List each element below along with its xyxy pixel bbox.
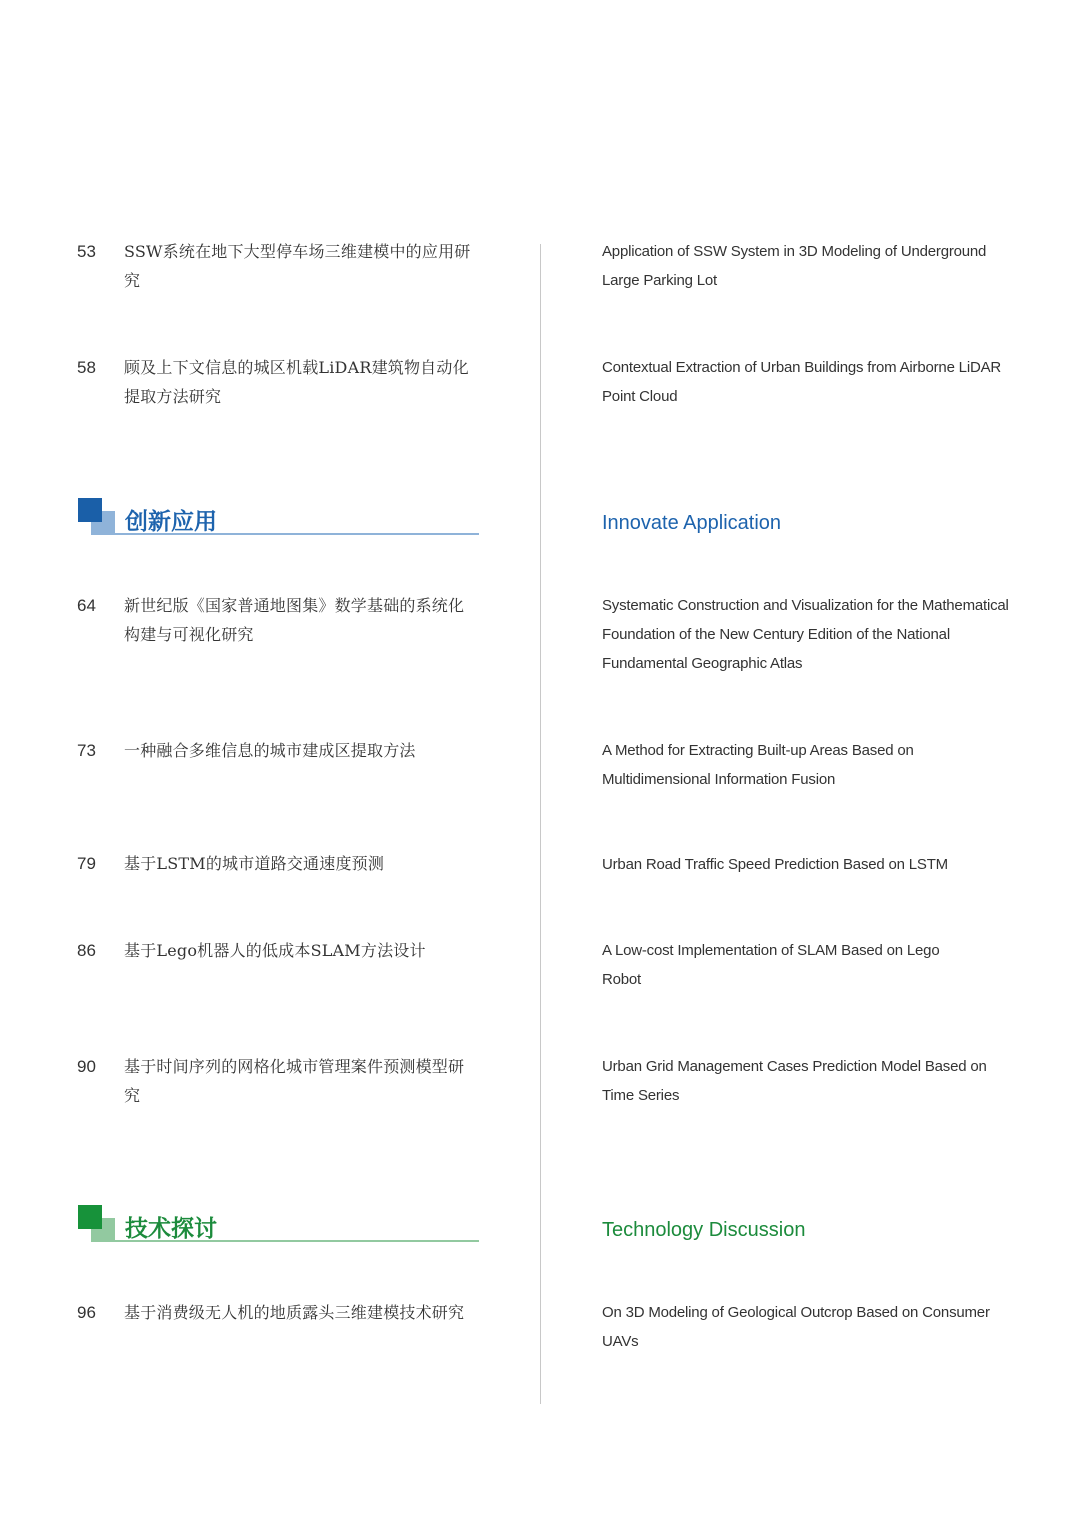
cn-title: 基于Lego机器人的低成本SLAM方法设计 bbox=[124, 941, 426, 960]
page-number: 73 bbox=[77, 741, 96, 760]
en-title: A Low-cost Implementation of SLAM Based on Lego Robot bbox=[602, 942, 940, 988]
en-title: Urban Road Traffic Speed Prediction Based on LSTM bbox=[602, 856, 948, 873]
cn-title: 基于消费级无人机的地质露头三维建模技术研究 bbox=[124, 1303, 465, 1322]
section-marker-dark bbox=[78, 1205, 102, 1229]
section-title-en: Technology Discussion bbox=[602, 1219, 806, 1241]
section-title-cn: 创新应用 bbox=[125, 509, 217, 535]
cn-title: 新世纪版《国家普通地图集》数学基础的系统化构建与可视化研究 bbox=[124, 596, 465, 644]
cn-title: 顾及上下文信息的城区机载LiDAR建筑物自动化提取方法研究 bbox=[124, 358, 469, 406]
en-title: Contextual Extraction of Urban Buildings from Airborne LiDAR Point Cloud bbox=[602, 359, 1002, 405]
cn-title: SSW系统在地下大型停车场三维建模中的应用研究 bbox=[124, 242, 471, 290]
en-title: Application of SSW System in 3D Modeling of Underground Large Parking Lot bbox=[602, 243, 987, 289]
column-divider bbox=[540, 244, 541, 1404]
cn-title: 基于LSTM的城市道路交通速度预测 bbox=[124, 854, 385, 873]
page-number: 90 bbox=[77, 1057, 96, 1076]
page-number: 79 bbox=[77, 854, 96, 873]
section-title-en: Innovate Application bbox=[602, 512, 782, 534]
en-title: Urban Grid Management Cases Prediction Model Based on Time Series bbox=[602, 1058, 987, 1104]
page-number: 58 bbox=[77, 358, 96, 377]
page-number: 53 bbox=[77, 242, 96, 261]
en-title: A Method for Extracting Built-up Areas Based on Multidimensional Information Fusion bbox=[602, 742, 914, 788]
en-title: Systematic Construction and Visualization for the Mathematical Foundation of the New Century Edition of the National Fundamental Geographic Atlas bbox=[602, 597, 1009, 672]
section-title-cn: 技术探讨 bbox=[125, 1216, 217, 1242]
page-number: 86 bbox=[77, 941, 96, 960]
section-marker-dark bbox=[78, 498, 102, 522]
page-number: 96 bbox=[77, 1303, 96, 1322]
page-number: 64 bbox=[77, 596, 96, 615]
cn-title: 基于时间序列的网格化城市管理案件预测模型研究 bbox=[124, 1057, 465, 1105]
cn-title: 一种融合多维信息的城市建成区提取方法 bbox=[124, 741, 416, 760]
en-title: On 3D Modeling of Geological Outcrop Based on Consumer UAVs bbox=[602, 1304, 990, 1350]
